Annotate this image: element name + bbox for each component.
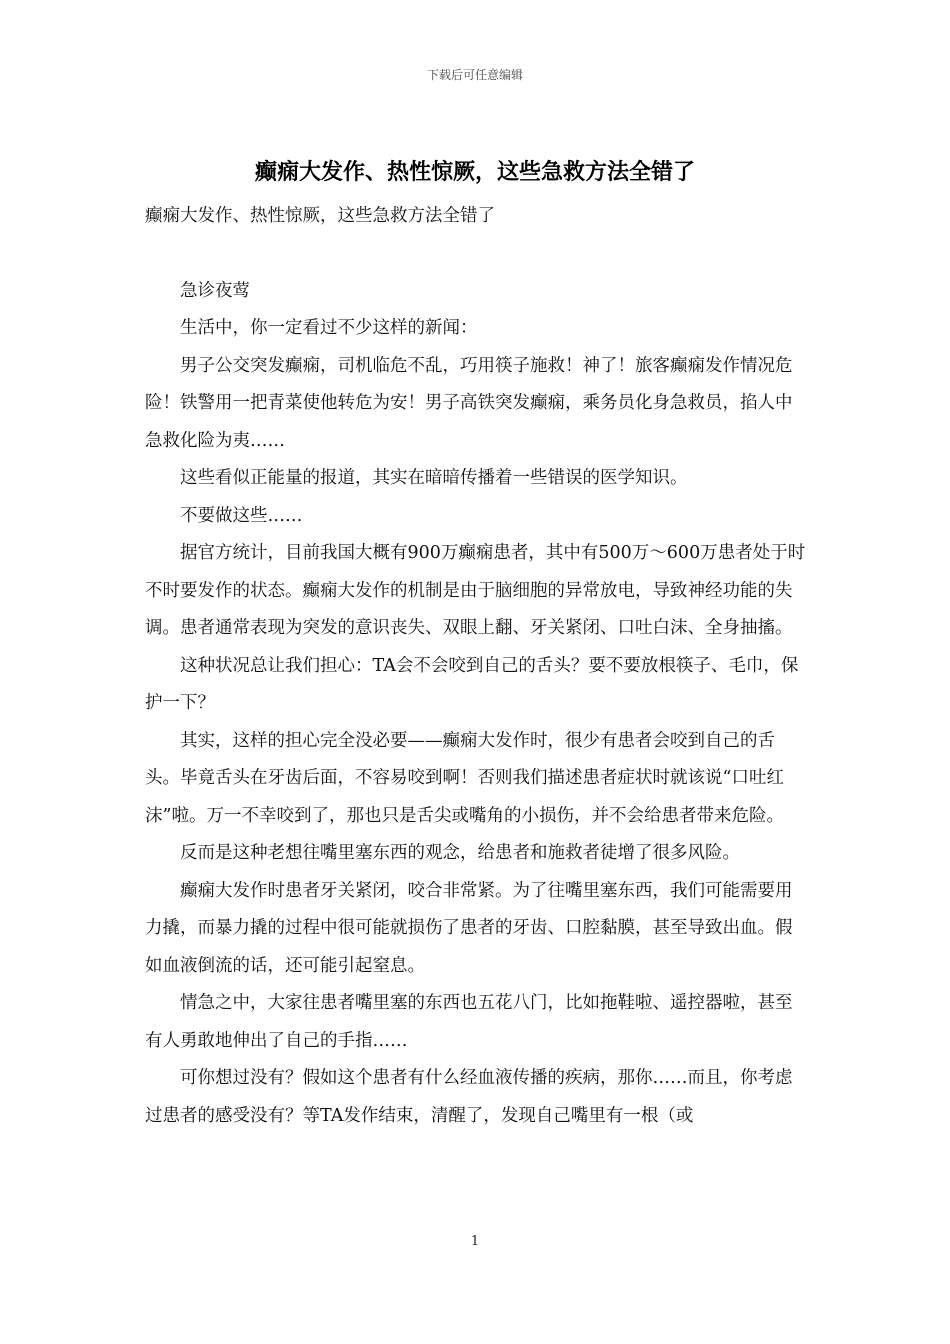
paragraph: 这些看似正能量的报道，其实在暗暗传播着一些错误的医学知识。 [180, 468, 688, 488]
paragraph: 生活中，你一定看过不少这样的新闻： [180, 318, 478, 338]
document-subtitle: 癫痫大发作、热性惊厥，这些急救方法全错了 [145, 206, 495, 226]
paragraph: 癫痫大发作时患者牙关紧闭，咬合非常紧。为了往嘴里塞东西，我们可能需要用力撬，而暴力撬的过程中很可能就损伤了患者的牙齿、口腔黏膜，甚至导致出血。假如血液倒流的话，还可能引起窒息。 [145, 880, 793, 976]
document-title: 癫痫大发作、热性惊厥，这些急救方法全错了 [254, 160, 695, 185]
paragraph: 据官方统计，目前我国大概有900万癫痫患者，其中有500万～600万患者处于时不时要发作的状态。癫痫大发作的机制是由于脑细胞的异常放电，导致神经功能的失调。患者通常表现为突发的意识丧失、双眼上翻、牙关紧闭、口吐白沫、全身抽搐。 [145, 543, 806, 638]
paragraph: 情急之中，大家往患者嘴里塞的东西也五花八门，比如拖鞋啦、遥控器啦，甚至有人勇敢地伸出了自己的手指…… [145, 993, 793, 1051]
document-body [145, 198, 807, 1135]
blank-line [145, 236, 807, 273]
paragraph: 其实，这样的担心完全没必要——癫痫大发作时，很少有患者会咬到自己的舌头。毕竟舌头在牙齿后面，不容易咬到啊！否则我们描述患者症状时就该说“口吐红沫”啦。万一不幸咬到了，那也只是舌尖或嘴角的小损伤，并不会给患者带来危险。 [145, 730, 784, 826]
paragraph: 男子公交突发癫痫，司机临危不乱，巧用筷子施救！神了！旅客癫痫发作情况危险！铁警用一把青菜使他转危为安！男子高铁突发癫痫，乘务员化身急救员，掐人中急救化险为夷…… [145, 355, 793, 451]
page-number: 1 [470, 1234, 480, 1249]
header-note: 下载后可任意编辑 [426, 68, 523, 82]
paragraph: 可你想过没有？假如这个患者有什么经血液传播的疾病，那你……而且，你考虑过患者的感受没有？等TA发作结束，清醒了，发现自己嘴里有一根（或 [145, 1068, 793, 1126]
paragraph-author: 急诊夜莺 [180, 280, 250, 301]
paragraph: 不要做这些…… [180, 505, 303, 526]
paragraph: 这种状况总让我们担心：TA会不会咬到自己的舌头？要不要放根筷子、毛巾，保护一下？ [145, 655, 799, 713]
paragraph: 反而是这种老想往嘴里塞东西的观念，给患者和施救者徒增了很多风险。 [180, 843, 740, 863]
